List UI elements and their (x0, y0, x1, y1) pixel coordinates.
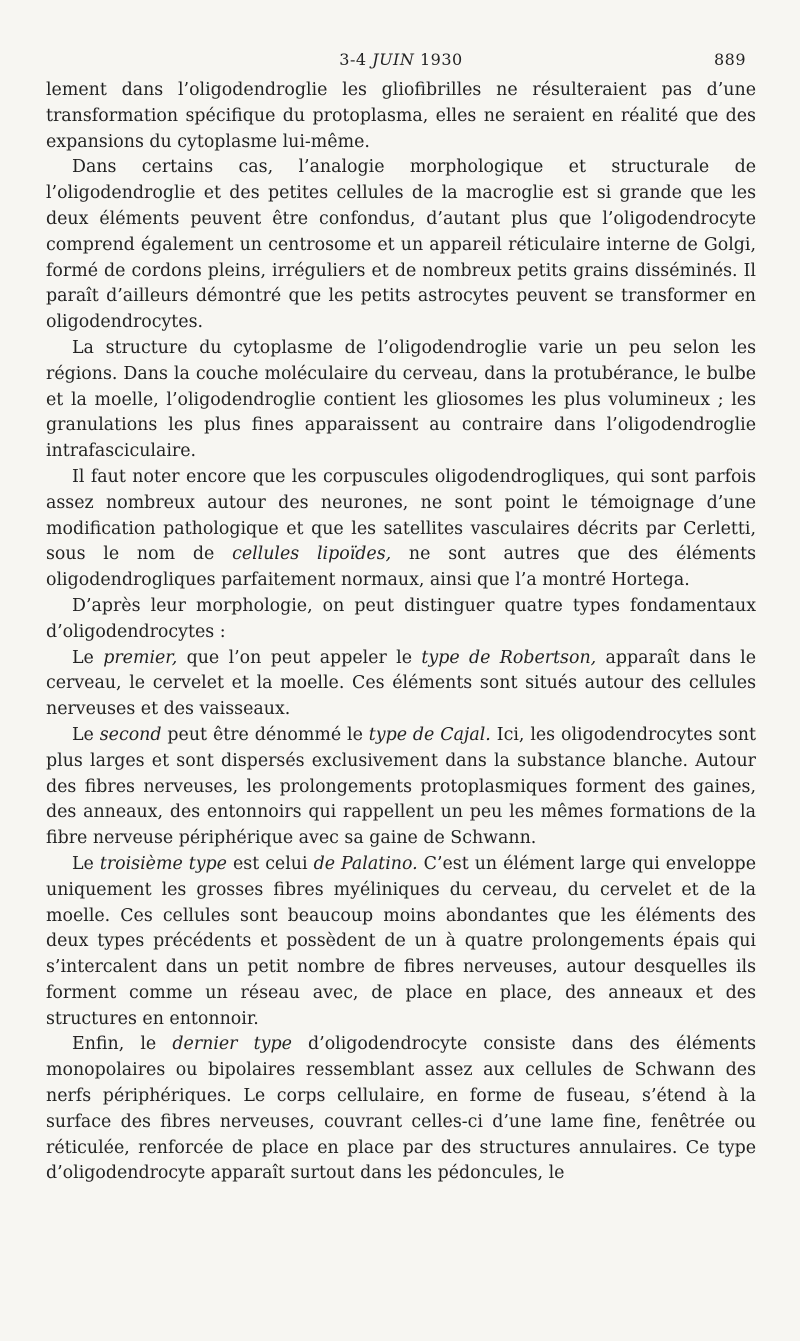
header-date-month: JUIN (372, 50, 415, 69)
text-run: Le (72, 647, 104, 668)
text-run: Le (72, 724, 100, 745)
header-date-prefix: 3-4 (339, 50, 367, 69)
italic-term: cellules lipoïdes, (232, 544, 392, 565)
text-run: lement dans l’oligodendroglie les gliofibrilles ne résulteraient pas d’une transformation spécifique du protoplasma, elles ne seraient en réalité que des expansions du cytoplasme lui-même. (46, 80, 756, 152)
italic-term: troisième type (99, 853, 227, 874)
paragraph-8 (46, 852, 756, 1033)
paragraph-6 (46, 646, 756, 723)
text-run: ne sont autres que des éléments oligodendrogliques parfaitement normaux, ainsi que l’a montré Hortega. (46, 544, 756, 591)
paragraph-4 (46, 465, 756, 594)
text-run: Dans certains cas, l’analogie morphologique et structurale de l’oligodendroglie et des petites cellules de la macroglie est si grande que les deux éléments peuvent être confondus, d’autant plus que l’oligodendrocyte comprend également un centrosome et un appareil réticulaire interne de Golgi, formé de cordons pleins, irréguliers et de nombreux petits grains disséminés. Il paraît d’ailleurs démontré que les petits astrocytes peuvent se transformer en oligodendrocytes. (46, 157, 756, 333)
running-header (46, 44, 756, 78)
header-date (46, 50, 756, 69)
paragraph-1 (46, 78, 756, 155)
text-run: d’oligodendrocyte consiste dans des éléments monopolaires ou bipolaires ressemblant assez aux cellules de Schwann des nerfs périphériques. Le corps cellulaire, en forme de fuseau, s’étend à la surface des fibres nerveuses, couvrant celles-ci d’une lame fine, fenêtrée ou réticulée, renforcée de place en place par des structures annulaires. Ce type d’oligodendrocyte apparaît surtout dans les pédoncules, le (46, 1034, 757, 1184)
text-run: peut être dénommé le (161, 724, 369, 745)
italic-term: type de Robertson, (421, 647, 597, 668)
text-run: que l’on peut appeler le (177, 647, 422, 668)
article-body (46, 78, 756, 1187)
paragraph-7 (46, 723, 756, 852)
italic-term: second (99, 724, 162, 745)
italic-term: de Palatino. (313, 853, 418, 874)
text-run: La structure du cytoplasme de l’oligodendroglie varie un peu selon les régions. Dans la couche moléculaire du cerveau, dans la protubérance, le bulbe et la moelle, l’oligodendroglie contient les gliosomes les plus volumineux ; les granulations les plus fines apparaissent au contraire dans l’oligodendroglie intrafasciculaire. (46, 337, 756, 462)
page-number: 889 (713, 50, 746, 69)
paragraph-2 (46, 155, 756, 336)
italic-term: premier, (103, 647, 178, 668)
text-run: Le (72, 853, 100, 874)
italic-term: dernier type (172, 1034, 292, 1055)
paragraph-3 (46, 336, 756, 465)
text-run: Il faut noter encore que les corpuscules oligodendrogliques, qui sont parfois assez nombreux autour des neurones, ne sont point le témoignage d’une modification pathologique et que les satellites vasculaires décrits par Cerletti, sous le nom de (46, 466, 756, 565)
paragraph-5 (46, 594, 756, 646)
text-run: apparaît dans le cerveau, le cervelet et la moelle. Ces éléments sont situés autour des cellules nerveuses et des vaisseaux. (46, 647, 756, 720)
text-run: Ici, les oligodendrocytes sont plus larges et sont dispersés exclusivement dans la substance blanche. Autour des fibres nerveuses, les prolongements protoplasmiques forment des gaines, des anneaux, des entonnoirs qui rappellent un peu les mêmes formations de la fibre nerveuse périphérique avec sa gaine de Schwann. (46, 724, 756, 849)
paragraph-9 (46, 1032, 756, 1187)
text-run: est celui (226, 853, 314, 874)
header-date-year: 1930 (419, 50, 463, 69)
text-run: Enfin, le (72, 1034, 173, 1055)
text-run: D’après leur morphologie, on peut distinguer quatre types fondamentaux d’oligodendrocytes : (46, 595, 756, 642)
italic-term: type de Cajal. (368, 724, 491, 745)
text-run: C’est un élément large qui enveloppe uniquement les grosses fibres myéliniques du cerveau, du cervelet et de la moelle. Ces cellules sont beaucoup moins abondantes que les éléments des deux types précédents et possèdent de un à quatre prolongements épais qui s’intercalent dans un petit nombre de fibres nerveuses, autour desquelles ils forment comme un réseau avec, de place en place, des anneaux et des structures en entonnoir. (46, 853, 756, 1029)
